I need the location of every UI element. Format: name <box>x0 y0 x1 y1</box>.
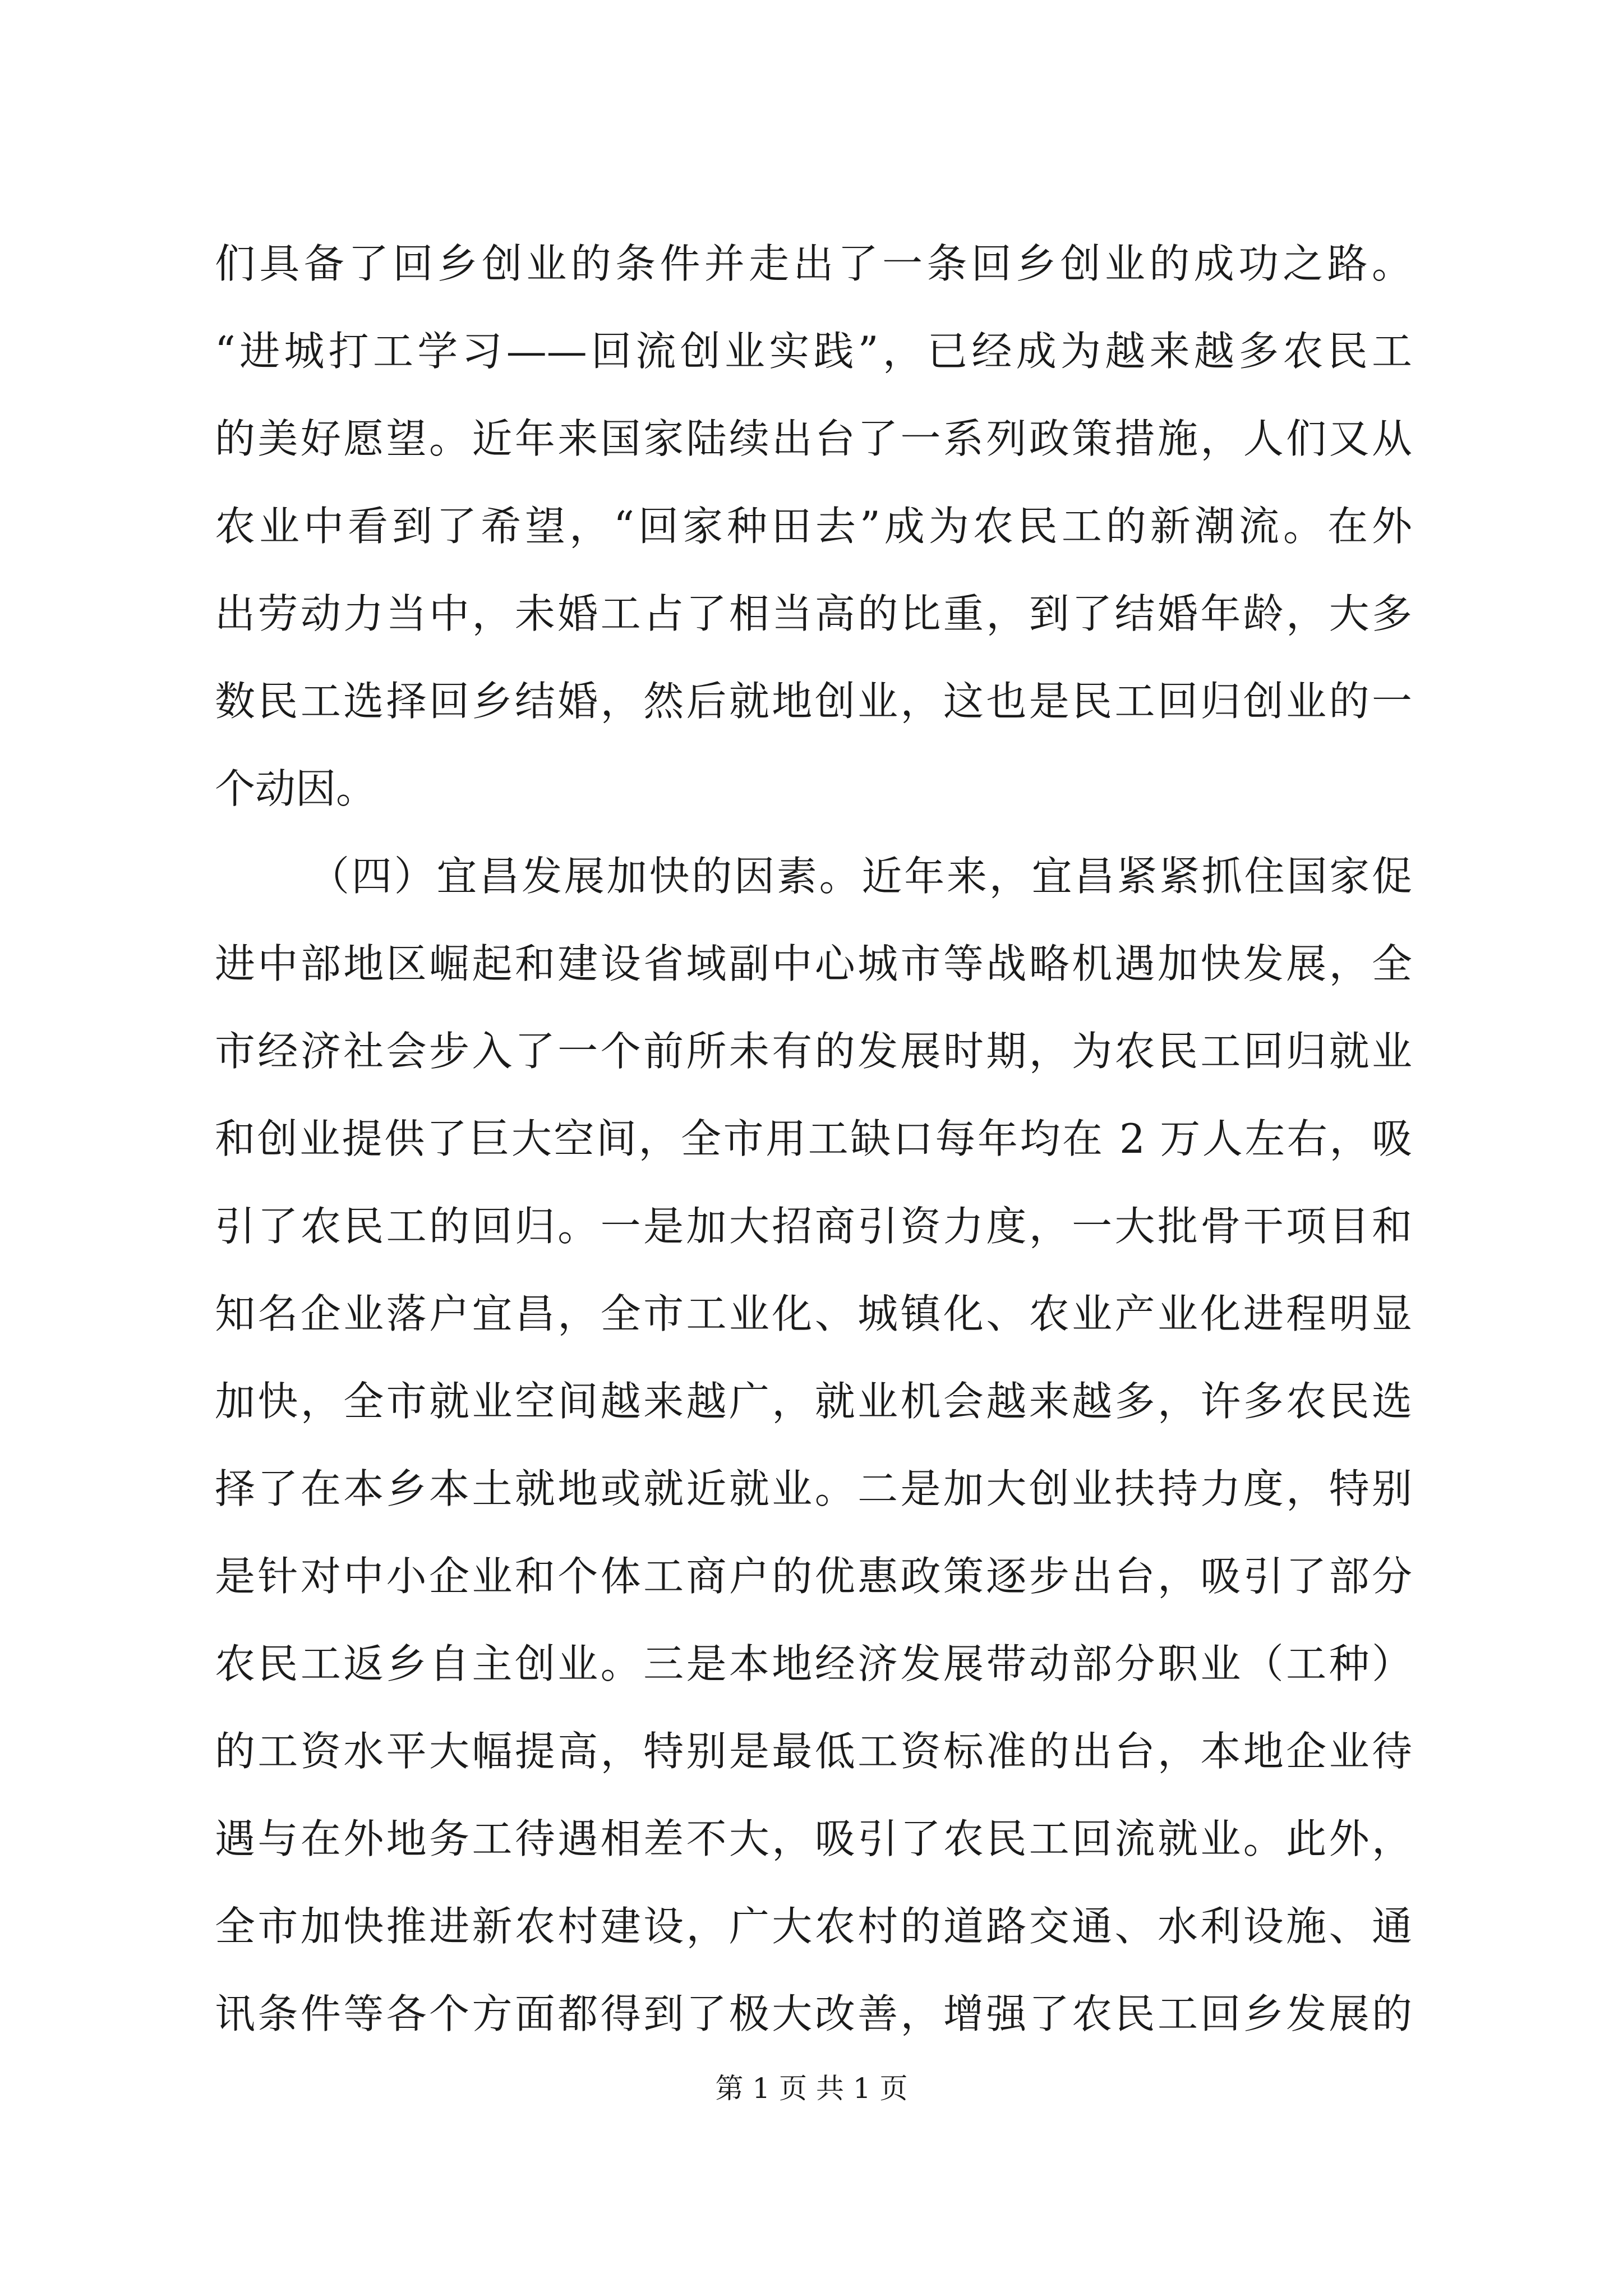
body-text-line: 进中部地区崛起和建设省域副中心城市等战略机遇加快发展，全 <box>215 940 1412 987</box>
body-text-line: “进城打工学习——回流创业实践”，已经成为越来越多农民工 <box>215 328 1412 375</box>
body-text-line: 引了农民工的回归。一是加大招商引资力度，一大批骨干项目和 <box>215 1203 1412 1250</box>
body-text-line: 讯条件等各个方面都得到了极大改善，增强了农民工回乡发展的 <box>215 1990 1412 2037</box>
body-text-line: 和创业提供了巨大空间，全市用工缺口每年均在 2 万人左右，吸 <box>215 1115 1412 1162</box>
body-text-line: 数民工选择回乡结婚，然后就地创业，这也是民工回归创业的一 <box>215 678 1412 725</box>
body-text-line: 是针对中小企业和个体工商户的优惠政策逐步出台，吸引了部分 <box>215 1553 1412 1600</box>
body-text-line: 农业中看到了希望，“回家种田去”成为农民工的新潮流。在外 <box>215 503 1412 550</box>
body-text-line: 农民工返乡自主创业。三是本地经济发展带动部分职业（工种） <box>215 1640 1412 1687</box>
body-text-line: 择了在本乡本土就地或就近就业。二是加大创业扶持力度，特别 <box>215 1465 1412 1512</box>
body-text-line: 个动因。 <box>215 765 377 812</box>
body-text-line: 全市加快推进新农村建设，广大农村的道路交通、水利设施、通 <box>215 1903 1412 1950</box>
body-text-line: 加快，全市就业空间越来越广，就业机会越来越多，许多农民选 <box>215 1378 1412 1425</box>
body-text-line: 的工资水平大幅提高，特别是最低工资标准的出台，本地企业待 <box>215 1728 1412 1775</box>
body-text-line: 遇与在外地务工待遇相差不大，吸引了农民工回流就业。此外， <box>215 1815 1412 1862</box>
body-text-line: 出劳动力当中，未婚工占了相当高的比重，到了结婚年龄，大多 <box>215 590 1412 637</box>
body-text-line: 市经济社会步入了一个前所未有的发展时期，为农民工回归就业 <box>215 1028 1412 1075</box>
body-text-line: 知名企业落户宜昌，全市工业化、城镇化、农业产业化进程明显 <box>215 1290 1412 1337</box>
page-number-footer: 第 1 页 共 1 页 <box>715 2072 908 2105</box>
body-text-line: 们具备了回乡创业的条件并走出了一条回乡创业的成功之路。 <box>215 240 1412 287</box>
paragraph-heading-line: （四）宜昌发展加快的因素。近年来，宜昌紧紧抓住国家促 <box>309 853 1412 900</box>
body-text-line: 的美好愿望。近年来国家陆续出台了一系列政策措施，人们又从 <box>215 415 1412 462</box>
